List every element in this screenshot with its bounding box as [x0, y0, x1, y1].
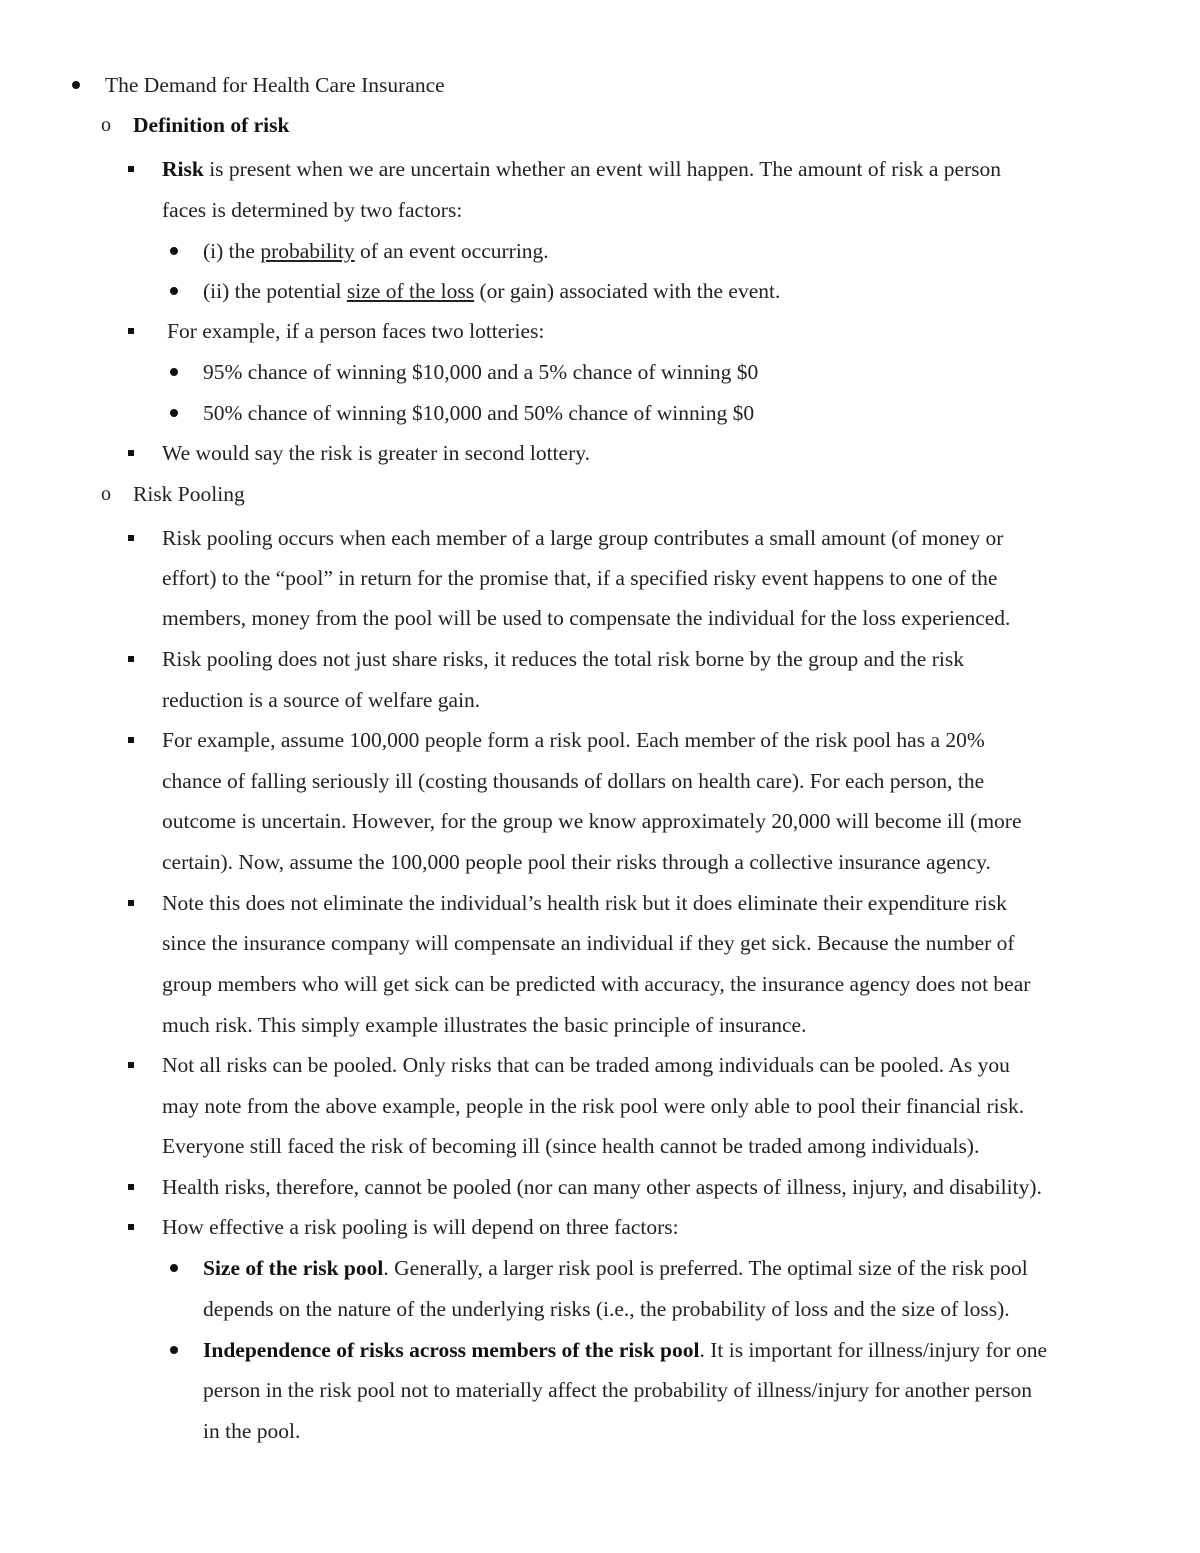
bullet-square-icon: [128, 166, 134, 172]
bullet-dot-icon: [170, 247, 178, 255]
text-factor-size-pool-cont: depends on the nature of the underlying risks (i.e., the probability of loss and the size of loss).: [203, 1297, 1010, 1321]
bullet-dot-icon: [72, 81, 80, 89]
bullet-square-icon: [128, 328, 134, 334]
text-pooling-p3: chance of falling seriously ill (costing thousands of dollars on health care). For each person, the: [162, 769, 985, 793]
bullet-square-icon: [128, 900, 134, 906]
text-pooling-p3: outcome is uncertain. However, for the group we know approximately 20,000 will become ill (more: [162, 809, 1022, 833]
text-pooling-p1: members, money from the pool will be used to compensate the individual for the loss experienced.: [162, 606, 1011, 630]
text-factor-independence: Independence of risks across members of the risk pool. It is important for illness/injury for one: [203, 1338, 1048, 1362]
text-pooling-p7: How effective a risk pooling is will depend on three factors:: [162, 1215, 679, 1239]
bullet-dot-icon: [170, 1264, 178, 1272]
bullet-dot-icon: [170, 287, 178, 295]
text-pooling-p4: since the insurance company will compensate an individual if they get sick. Because the number of: [162, 931, 1015, 955]
text-pooling-p2: Risk pooling does not just share risks, it reduces the total risk borne by the group and the risk: [162, 647, 964, 671]
text-factor-probability: (i) the probability of an event occurring.: [203, 239, 549, 263]
text-risk-definition: Risk is present when we are uncertain whether an event will happen. The amount of risk a person: [162, 157, 1002, 181]
text-factor-independence-cont: person in the risk pool not to materially affect the probability of illness/injury for another person: [203, 1378, 1032, 1402]
text-pooling-p1: effort) to the “pool” in return for the promise that, if a specified risky event happens to one of the: [162, 566, 998, 590]
bullet-square-icon: [128, 1184, 134, 1190]
text-pooling-p2: reduction is a source of welfare gain.: [162, 688, 481, 712]
text-lottery-2: 50% chance of winning $10,000 and 50% chance of winning $0: [203, 401, 755, 425]
text-factor-size: (ii) the potential size of the loss (or gain) associated with the event.: [203, 279, 781, 303]
heading-definition-of-risk: Definition of risk: [133, 113, 290, 137]
text-risk-definition-cont: faces is determined by two factors:: [162, 198, 463, 222]
text-greater-risk: We would say the risk is greater in second lottery.: [162, 441, 590, 465]
text-pooling-p4: group members who will get sick can be predicted with accuracy, the insurance agency does not bear: [162, 972, 1031, 996]
text-pooling-p1: Risk pooling occurs when each member of a large group contributes a small amount (of money or: [162, 526, 1004, 550]
bullet-dot-icon: [170, 409, 178, 417]
bullet-square-icon: [128, 1062, 134, 1068]
bullet-dot-icon: [170, 368, 178, 376]
heading-risk-pooling: Risk Pooling: [133, 482, 245, 506]
bullet-square-icon: [128, 535, 134, 541]
bullet-circle-icon: o: [101, 483, 111, 505]
heading-demand: The Demand for Health Care Insurance: [105, 73, 445, 97]
text-pooling-p5: Everyone still faced the risk of becoming ill (since health cannot be traded among individuals).: [162, 1134, 980, 1158]
text-pooling-p3: For example, assume 100,000 people form a risk pool. Each member of the risk pool has a 20%: [162, 728, 985, 752]
bullet-square-icon: [128, 656, 134, 662]
bullet-dot-icon: [170, 1346, 178, 1354]
text-lottery-example: For example, if a person faces two lotteries:: [167, 319, 545, 343]
bullet-circle-icon: o: [101, 114, 111, 136]
text-pooling-p6: Health risks, therefore, cannot be pooled (nor can many other aspects of illness, injury, and disability).: [162, 1175, 1042, 1199]
text-pooling-p4: Note this does not eliminate the individual’s health risk but it does eliminate their expenditure risk: [162, 891, 1007, 915]
text-lottery-1: 95% chance of winning $10,000 and a 5% chance of winning $0: [203, 360, 759, 384]
text-factor-size-pool: Size of the risk pool. Generally, a larger risk pool is preferred. The optimal size of the risk pool: [203, 1256, 1028, 1280]
text-factor-independence-cont: in the pool.: [203, 1419, 301, 1443]
text-pooling-p3: certain). Now, assume the 100,000 people pool their risks through a collective insurance agency.: [162, 850, 991, 874]
bullet-square-icon: [128, 1224, 134, 1230]
text-pooling-p5: Not all risks can be pooled. Only risks that can be traded among individuals can be pooled. As you: [162, 1053, 1010, 1077]
bullet-square-icon: [128, 737, 134, 743]
text-pooling-p5: may note from the above example, people in the risk pool were only able to pool their financial risk.: [162, 1094, 1025, 1118]
bullet-square-icon: [128, 450, 134, 456]
text-pooling-p4: much risk. This simply example illustrates the basic principle of insurance.: [162, 1013, 807, 1037]
